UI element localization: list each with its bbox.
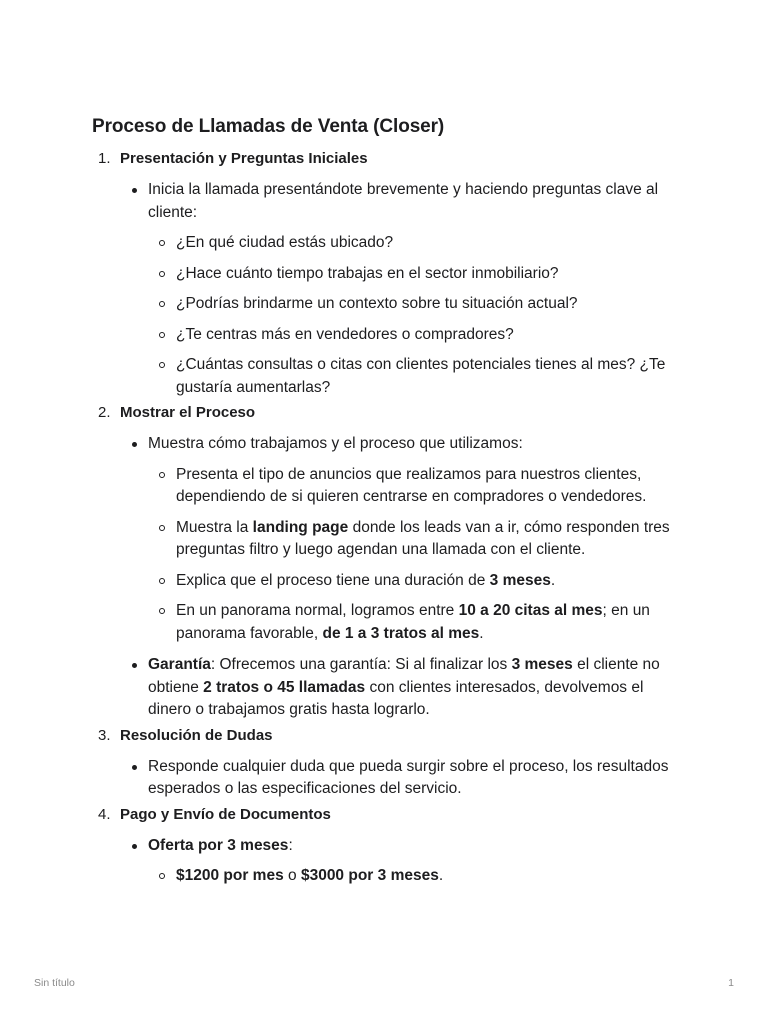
text-run: Inicia la llamada presentándote brevemente y haciendo preguntas clave al cliente: xyxy=(148,181,659,221)
text-run: : xyxy=(288,836,293,854)
sub-bullet-item xyxy=(176,263,684,286)
text-run: Muestra cómo trabajamos y el proceso que utilizamos: xyxy=(148,435,523,452)
section-heading xyxy=(92,402,684,424)
text-run: : Ofrecemos una garantía: Si al finalizar los xyxy=(210,656,512,673)
text-run: con clientes interesados, devolvemos el dinero o trabajamos gratis hasta lograrlo. xyxy=(148,678,644,718)
sub-bullet-item xyxy=(176,600,684,645)
section-1 xyxy=(92,148,684,399)
text-run: . xyxy=(479,624,484,642)
bold-text: 10 a 20 citas al mes xyxy=(458,602,603,619)
sub-bullet-item xyxy=(176,354,684,399)
bullet-item xyxy=(148,179,684,224)
text-run: Muestra la xyxy=(176,518,253,536)
text-run: ¿En qué ciudad estás ubicado? xyxy=(176,234,394,251)
section-heading-text: Resolución de Dudas xyxy=(120,726,273,744)
bold-text: 3 meses xyxy=(511,656,573,673)
section-4 xyxy=(92,804,684,888)
page-title: Proceso de Llamadas de Venta (Closer) xyxy=(92,116,445,137)
section-number: 4. xyxy=(98,805,111,823)
document-body xyxy=(92,114,684,888)
section-number: 3. xyxy=(98,726,111,744)
sub-bullet-item xyxy=(176,464,684,509)
section-heading xyxy=(92,148,684,170)
footer-doc-name: Sin título xyxy=(34,977,75,989)
section-2 xyxy=(92,402,684,722)
text-run: En un panorama normal, logramos entre xyxy=(176,602,459,619)
bold-text: landing page xyxy=(252,518,349,536)
sub-bullet-item xyxy=(176,517,684,562)
section-3 xyxy=(92,725,684,801)
sub-bullet-item xyxy=(176,324,684,347)
sub-bullet-item xyxy=(176,293,684,316)
text-run: Responde cualquier duda que pueda surgir sobre el proceso, los resultados esperados o las especificaciones del servicio. xyxy=(148,757,669,797)
section-heading-text: Pago y Envío de Documentos xyxy=(120,805,331,823)
bold-text: $3000 por 3 meses xyxy=(300,867,439,884)
section-heading-text: Presentación y Preguntas Iniciales xyxy=(120,150,368,167)
text-run: . xyxy=(550,571,556,589)
sub-bullet-item xyxy=(176,570,684,593)
text-run: Explica que el proceso tiene una duración de xyxy=(176,571,490,589)
text-run: ¿Cuántas consultas o citas con clientes potenciales tienes al mes? ¿Te gustaría aumentarlas? xyxy=(176,356,666,396)
text-run: el cliente no obtiene xyxy=(148,656,660,696)
text-run: ; en un panorama favorable, xyxy=(176,602,650,642)
bullet-item xyxy=(148,756,684,801)
footer-page-number: 1 xyxy=(728,977,734,989)
text-run: ¿Podrías brindarme un contexto sobre tu situación actual? xyxy=(176,295,578,312)
bullet-item xyxy=(148,433,684,456)
text-run: o xyxy=(283,867,301,884)
bold-text: 3 meses xyxy=(489,571,551,589)
sub-bullet-item xyxy=(176,865,684,888)
text-run: donde los leads van a ir, cómo responden tres preguntas filtro y luego agendan una llamada con el cliente. xyxy=(176,518,670,558)
section-list xyxy=(92,148,684,888)
section-heading xyxy=(92,725,684,747)
bold-text: Oferta por 3 meses xyxy=(148,836,289,854)
text-run: . xyxy=(438,867,444,884)
bold-text: de 1 a 3 tratos al mes xyxy=(322,624,480,642)
section-heading xyxy=(92,804,684,826)
bold-text: 2 tratos o 45 llamadas xyxy=(203,678,366,696)
sub-bullet-item xyxy=(176,232,684,255)
text-run: Presenta el tipo de anuncios que realizamos para nuestros clientes, dependiendo de si quieren centrarse en compradores o vendedores. xyxy=(176,465,647,505)
bold-text: Garantía xyxy=(148,656,211,673)
bullet-item xyxy=(148,835,684,858)
bullet-item xyxy=(148,654,684,722)
bold-text: $1200 por mes xyxy=(176,867,284,884)
section-number: 2. xyxy=(98,404,111,421)
text-run: ¿Te centras más en vendedores o compradores? xyxy=(176,325,514,343)
section-heading-text: Mostrar el Proceso xyxy=(120,404,256,421)
text-run: ¿Hace cuánto tiempo trabajas en el sector inmobiliario? xyxy=(176,264,559,282)
section-number: 1. xyxy=(98,150,111,167)
